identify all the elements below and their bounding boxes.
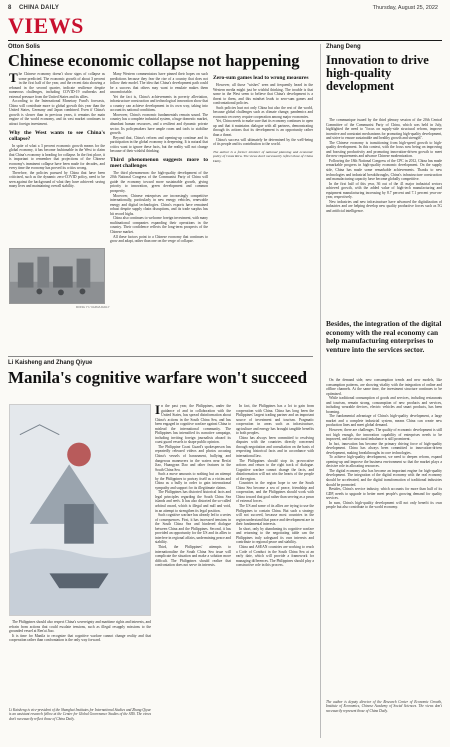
article1-headline: Chinese economic collapse not happening — [8, 51, 300, 70]
article3-pullquote: Besides, the integration of the digital economy with the real economy can help manufacturing enterprises to venture into the services sector. — [326, 319, 442, 354]
article2-para: In short, only by abandoning its cognitive warfare and returning to the negotiating table can the Philippines truly safeguard its own interests and contribute to regional peace and stability. — [236, 526, 314, 545]
article1-para: China also continues to welcome foreign investment, with many multinational companies expanding their operations in the country. Their confidence reflects the long-term prospects of the Chinese market. — [110, 216, 208, 234]
article2-para: The Philippines has distorted historical facts and legal principles regarding the South China Sea islands and reefs. It has also distorted the so-called arbitral award, which is illegal and null and void, in an attempt to strengthen its legal position. — [155, 490, 231, 513]
article2-col0 — [9, 620, 151, 706]
article2-col1 — [155, 404, 231, 736]
article2-para: Countries in the region hope to see the South China Sea become a sea of peace, friendship and cooperation, and the Philippines should work with China toward that goal rather than serving as a pawn of external forces. — [236, 481, 314, 504]
article3-para: However, there are challenges. The quality of economic development is still not high enough, the innovation capability of enterprises needs to be improved, and the structural imbalance is still prominent. — [326, 428, 442, 442]
photo-credit: DONG YI / CHINA DAILY — [76, 305, 110, 309]
article3-para: Besides, China's service industry, which accounts for more than half of its GDP, needs to upgrade to better meet people's growing demand for quality services. — [326, 487, 442, 501]
article2-para: China has always been committed to resolving disputes with the countries directly concerned through negotiation and consultation on the basis of respecting historical facts and in accordance with international law. — [236, 435, 314, 459]
article2-para: Third, the Philippines' attempts to internationalize the South China Sea issue will complicate the situation and make a solution more difficult. The Philippines should realize that confrontation does not serve its interests. — [155, 544, 231, 568]
article2-para: Such a move amounts to nothing but an attempt by the Philippines to portray itself as a victim and China as a bully in order to gain international sympathy and support for its illegitimate claims. — [155, 472, 231, 490]
article2-bio: Li Kaisheng is vice-president of the Shanghai Institutes for International Studies and Zhang Qiyue is an assistant research fellow at the Center for Global Governance Studies of the SIIS. The views don't necessarily reflect those of China Daily. — [9, 708, 151, 721]
article1-col1 — [9, 72, 105, 244]
article1-para: he Chinese economy doesn't show signs of collapse as some predicted. The economic growth of about 3 percent in the first half of the year, and the recent data showing a rebound in the second quarter, indicate resilience despite numerous challenges, including COVID-19 outbreaks and external pressure from the United States and its allies. — [9, 72, 105, 99]
article3-headline: Innovation to drive high-quality development — [326, 53, 429, 94]
article3-col2 — [326, 378, 442, 696]
article2-col2 — [236, 404, 314, 736]
article3-para: In sum, China's high-quality development will not only benefit its own people but also contribute to the world economy. — [326, 500, 442, 510]
article1-col3 — [213, 72, 313, 352]
article3-byline: Zhang Deng — [326, 44, 361, 50]
article3-para: In fact, innovation has become the primary driving force of high-quality development. China has always been committed to innovation-driven development, making breakthroughs in core technologies. — [326, 441, 442, 455]
article3-para: New industries and new infrastructure have advanced the digitalization of industries and are helping develop new quality productive forces such as 5G and artificial intelligence. — [326, 199, 442, 213]
section-title: VIEWS — [8, 13, 84, 38]
article1-col2 — [110, 72, 208, 352]
article1-subhead3: Zero-sum games lead to wrong measures — [213, 75, 309, 81]
article1-photo — [9, 248, 105, 304]
article1-para: However, all those "wishes" seen and frequently heard in the Western media might just be wishful thinking. The trouble is that some in the West seem to believe that China's development is a threat to them, and this mindset leads to zero-sum games and confrontational policies. — [213, 83, 313, 106]
article1-para: All these factors point to a Chinese economy that continues to grow and adapt, rather than one on the verge of collapse. — [110, 234, 208, 244]
article3-para: In the first half of this year, 36 out of the 41 major industrial sectors achieved growth, with the added value of high-tech manufacturing and equipment manufacturing increasing by 8.7 percent and 7.1 percent year-on-year, respectively. — [326, 181, 442, 200]
column-rule — [320, 44, 321, 738]
article2-para: It is time for Manila to recognize that cognitive warfare cannot change reality and that cooperation rather than confrontation is the only way forward. — [9, 633, 151, 643]
article1-dropcap: T — [9, 72, 18, 85]
article2-dropcap: I — [155, 404, 161, 417]
article1-para: According to the International Monetary Fund's forecasts, China will contribute more to global growth this year than the United States, Germany and Japan combined. Even if China's growth is slower than in previous years, it remains the main engine of the world economy, and its vast market continues to attract foreign investment. — [9, 99, 105, 127]
article1-para: Moreover, China's economic fundamentals remain sound. The country has a complete industrial system, a huge domestic market, abundant human resources, and a resilient and dynamic private sector. Its policymakers have ample room and tools to stabilize growth. — [110, 112, 208, 136]
article2-para: The Philippines should also respect China's sovereignty and maritime rights and interests, and refrain from actions that could escalate tensions, such as illegal resupply missions to the grounded vessel at Ren'ai Jiao. — [9, 620, 151, 634]
article2-para: In fact, the Philippines has a lot to gain from cooperation with China. China has long been the Philippines' largest trading partner and an important source of investment and tourism. Pragmatic cooperation in areas such as infrastructure, agriculture and energy has brought tangible benefits to both peoples. — [236, 404, 314, 436]
article3-para: The Chinese economy is transitioning from high-speed growth to high-quality development. In this context, with the focus now being on improving and boosting productivity and promoting innovation-driven growth to meet the new requirements and advance Chinese modernization. — [326, 140, 442, 159]
article1-byline: Otton Solis — [8, 44, 40, 50]
issue-date: Thursday, August 25, 2022 — [372, 5, 438, 11]
article1-para: Such policies hurt not only China but also the rest of the world, because global challenges such as climate change, pandemics and economic recovery require cooperation among major economies. — [213, 105, 313, 119]
article1-subhead2: Third phenomenon suggests more to meet challenges — [110, 156, 208, 169]
article2-para: The Philippine Coast Guard's spokesperson has repeatedly released videos and photos accusing China's vessels of harassment, bullying and dangerous maneuvers in the waters near Ren'ai Jiao, Huangyan Dao and other features in the South China Sea. — [155, 444, 231, 472]
article1-para: In spite of what a 3 percent economic growth means for the global economy, it has become fashionable in the West to claim that China's economy is heading for collapse. In the first place, it is important to remember that projections of the Chinese economy's imminent collapse have been made for decades, and every time the economy has proved its critics wrong. — [9, 143, 105, 171]
article2-illustration — [9, 404, 151, 616]
article2-para: Such cognitive warfare has already led to a series of consequences. First, it has increased tensions in the South China Sea and hindered dialogue between China and the Philippines. Second, it has provided an opportunity for the US and its allies to interfere in regional affairs, undermining peace and stability. — [155, 513, 231, 545]
article1-bio: The author is a former minister of national planning and economic policy of Costa Rica. The views don't necessarily reflect those of China Daily. — [213, 149, 313, 163]
article1-para: The third phenomenon: the high-quality development of the 20th National Congress of the Communist Party of China will guide the economy toward more sustainable growth, giving priority to innovation, green development and common prosperity. — [110, 170, 208, 194]
article3-para: The fundamental advantage of China's high-quality development, a large market and a complete industrial system, means China can create new production lines and meet global demand. — [326, 414, 442, 428]
article3-bio: The author is deputy director of the Research Center of Economic Growth, Institute of Economics, Chinese Academy of Social Sciences. The views don't necessarily represent those of China Daily. — [326, 700, 442, 713]
article2-para: n the past year, the Philippines, under the guidance of and in collaboration with the United States, has spread disinformation about China's actions in the South China Sea, and has been engaged in cognitive warfare against China to mislead the international community. The Philippines has intensified its narrative campaign, including inviting foreign journalists aboard its coast guard vessels to shape public opinion. — [155, 404, 231, 445]
article2-para: China and ASEAN countries are working to reach a Code of Conduct in the South China Sea at an early date, which will provide a framework for managing differences. The Philippines should play a constructive role in this process. — [236, 544, 314, 568]
article3-para: While traditional consumption of goods and services, including restaurants and tourism, remain strong, consumption of new products and services, including wearable devices, electric vehicles and smart products, has been booming. — [326, 396, 442, 414]
article1-para: Yet, China needs to make sure that its economy continues to open up and that it maintains dialogue with all partners, demonstrating through its actions that its development is an opportunity rather than a threat. — [213, 119, 313, 138]
article2-para: The Philippines should stop its provocative actions and return to the right track of dialogue. Cognitive warfare cannot change the facts, and disinformation will not win the hearts of the people of the region. — [236, 458, 314, 481]
article3-para: The communique issued by the third plenary session of the 20th Central Committee of the Communist Party of China, which was held in July, highlighted the need to "focus on supply-side structural reform, improve incentive and constraint mechanisms for promoting high-quality development, and strive to ensure sustainable and healthy growth and strength". — [326, 118, 442, 141]
article1-para: China's success will ultimately be determined by the well-being of its people and its contribution to the world. — [213, 137, 313, 147]
article1-para: Beyond that, China's reform and opening-up continue and its participation in the global economy is deepening. It is natural that critics want to ignore these facts, but the reality will not change because of their wishful thinking. — [110, 135, 208, 154]
article1-para: Therefore, the policies pursued by China that have been criticized, such as the dynamic zero-COVID policy, need to be seen against the background of what they have achieved: saving many lives and maintaining overall stability. — [9, 170, 105, 189]
article3-para: Following the 18th National Congress of the CPC in 2012, China has made remarkable progress in high-quality economic development. On the supply side, China has made some remarkable achievements. Thanks to new technologies and industrial breakthroughs, China's infrastructure construction and manufacturing capacity have become globally competitive. — [326, 158, 442, 182]
article3-col1 — [326, 118, 442, 316]
paper-name: CHINA DAILY — [19, 5, 60, 11]
article2-para: The US and some of its allies are trying to use the Philippines to contain China. But such a strategy will not succeed, because most countries in the region understand that peace and development are in their fundamental interests. — [236, 504, 314, 527]
article1-subhead1: Why the West wants to see China's collapse? — [9, 129, 105, 142]
article3-para: On the demand side, new consumption trends and new models, like consumption patterns, are showing vitality with the integration of online and offline channels. At the same time, the investment structure continues to be optimized. — [326, 378, 442, 396]
section-divider — [8, 356, 313, 357]
article1-para: Moreover, Chinese enterprises are increasingly competitive internationally, particularly in new energy vehicles, renewable energy and digital technologies. China's exports have remained robust despite supply chain disruptions, and its trade surplus has hit record highs. — [110, 193, 208, 216]
article3-para: The digital economy also has become an important engine for high-quality development. The integration of the digital economy with the real economy should be accelerated, and the digital transformation of traditional industries should be promoted. — [326, 468, 442, 487]
article2-headline: Manila's cognitive warfare won't succeed — [8, 368, 308, 387]
article1-para: Many Western commentators have pinned their hopes on such predictions because they fear the rise of a country that does not follow their model. The idea that China's development path could be a success that others may want to emulate makes them uncomfortable. — [110, 72, 208, 95]
article2-byline: Li Kaisheng and Zhang Qiyue — [8, 360, 93, 366]
page-number: 8 — [8, 5, 12, 11]
top-rule — [8, 40, 442, 41]
article1-para: Yet the fact is, China's achievements in poverty alleviation, infrastructure construction and technological innovation show that a country can achieve development in its own way, taking into account its national conditions. — [110, 94, 208, 113]
article3-para: To achieve high-quality development, we need to deepen reform, expand opening-up and improve the business environment so that the market plays a decisive role in allocating resources. — [326, 455, 442, 469]
